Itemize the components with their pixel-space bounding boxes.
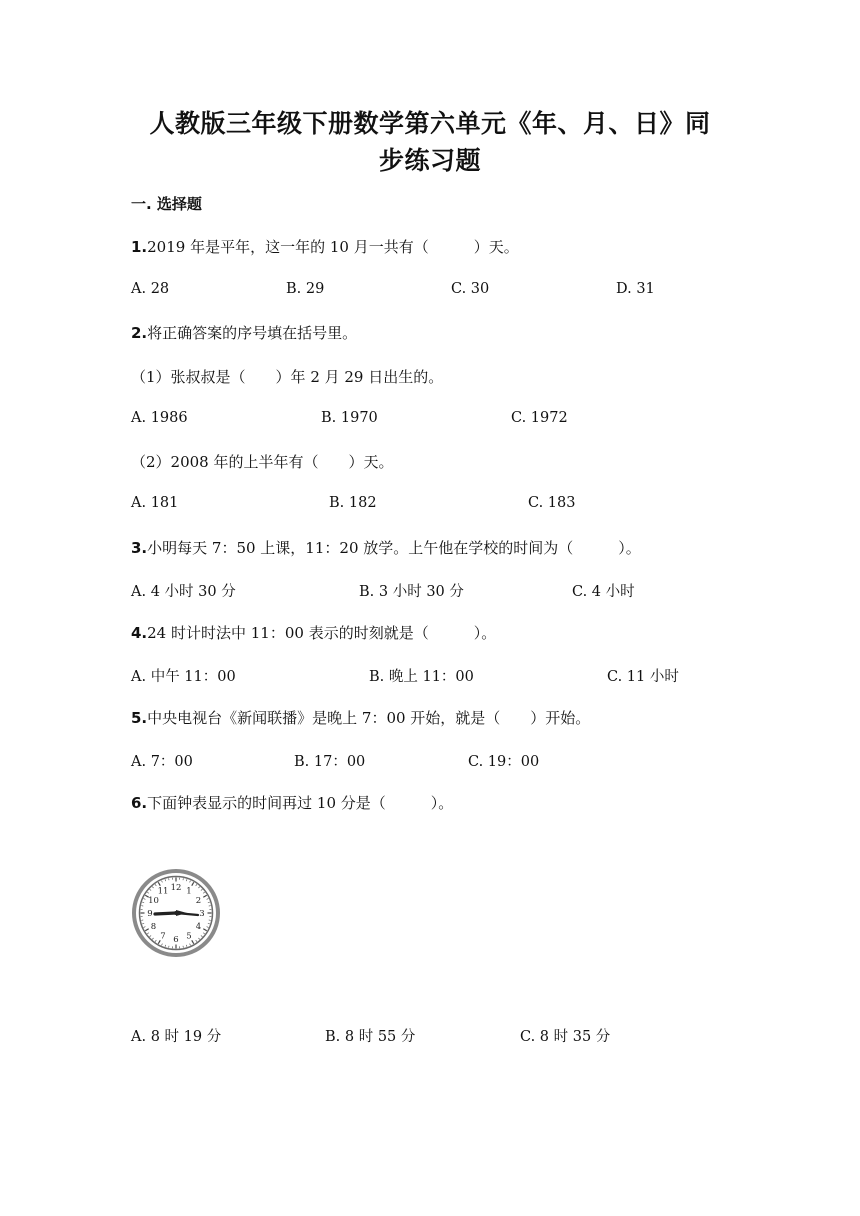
question-text: 中央电视台《新闻联播》是晚上 7：00 开始，就是（ ）开始。 (147, 709, 591, 727)
question-number: 5. (131, 709, 148, 727)
q1-option-d: D. 31 (616, 281, 655, 297)
q2-1-option-c: C. 1972 (511, 410, 568, 426)
clock-numeral: 2 (195, 896, 202, 906)
question-text: 下面钟表显示的时间再过 10 分是（ ）。 (147, 794, 454, 812)
clock-numeral: 7 (160, 931, 166, 942)
clock-numeral: 1 (186, 886, 192, 897)
q6-option-a: A. 8 时 19 分 (131, 1029, 222, 1045)
question-6 (131, 792, 453, 813)
q1-option-a: A. 28 (131, 281, 170, 297)
clock-numeral: 9 (147, 909, 153, 919)
q5-option-b: B. 17：00 (294, 754, 366, 770)
question-number: 4. (131, 624, 148, 642)
clock-numeral: 10 (148, 896, 159, 906)
q1-option-b: B. 29 (286, 281, 325, 297)
clock-numeral: 11 (157, 886, 169, 897)
clock-numeral: 5 (186, 931, 192, 942)
q2-1-option-b: B. 1970 (321, 410, 378, 426)
q5-option-c: C. 19：00 (468, 754, 540, 770)
document-title-line-2: 步练习题 (378, 146, 481, 175)
q5-option-a: A. 7：00 (131, 754, 193, 770)
question-text: 2019 年是平年，这一年的 10 月一共有（ ）天。 (147, 238, 519, 256)
clock-numeral: 12 (170, 883, 182, 893)
clock-hour-hand (155, 913, 176, 914)
document-title-line-1: 人教版三年级下册数学第六单元《年、月、日》同 (149, 109, 711, 138)
q6-option-c: C. 8 时 35 分 (520, 1029, 611, 1045)
q2-2-option-b: B. 182 (329, 495, 377, 511)
question-text: 将正确答案的序号填在括号里。 (147, 324, 358, 342)
question-3 (131, 537, 641, 558)
question-1 (131, 236, 519, 257)
q1-option-c: C. 30 (451, 281, 490, 297)
clock-numeral: 3 (199, 909, 205, 919)
question-5 (131, 707, 590, 728)
clock-numeral: 8 (150, 922, 157, 932)
q4-option-b: B. 晚上 11：00 (369, 669, 474, 685)
section-heading: 一. 选择题 (131, 195, 202, 213)
clock-numeral: 4 (195, 922, 202, 932)
q6-option-b: B. 8 时 55 分 (325, 1029, 416, 1045)
question-text: 24 时计时法中 11：00 表示的时刻就是（ ）。 (147, 624, 497, 642)
q2-2-option-c: C. 183 (528, 495, 576, 511)
question-text: 小明每天 7：50 上课，11：20 放学。上午他在学校的时间为（ ）。 (147, 539, 641, 557)
question-number: 1. (131, 238, 148, 256)
question-2 (131, 322, 357, 343)
q3-option-c: C. 4 小时 (572, 584, 635, 600)
q3-option-a: A. 4 小时 30 分 (131, 584, 236, 600)
q4-option-c: C. 11 小时 (607, 669, 679, 685)
clock-icon (131, 868, 221, 958)
question-number: 6. (131, 794, 148, 812)
q3-option-b: B. 3 小时 30 分 (359, 584, 464, 600)
question-4 (131, 622, 496, 643)
q2-subquestion-2: （2）2008 年的上半年有（ ）天。 (131, 453, 394, 471)
q2-1-option-a: A. 1986 (131, 410, 188, 426)
q2-2-option-a: A. 181 (131, 495, 179, 511)
question-number: 2. (131, 324, 148, 342)
clock-center (174, 911, 178, 915)
clock-numeral: 6 (173, 935, 179, 945)
q4-option-a: A. 中午 11：00 (131, 669, 236, 685)
q2-subquestion-1: （1）张叔叔是（ ）年 2 月 29 日出生的。 (131, 368, 444, 386)
question-number: 3. (131, 539, 148, 557)
